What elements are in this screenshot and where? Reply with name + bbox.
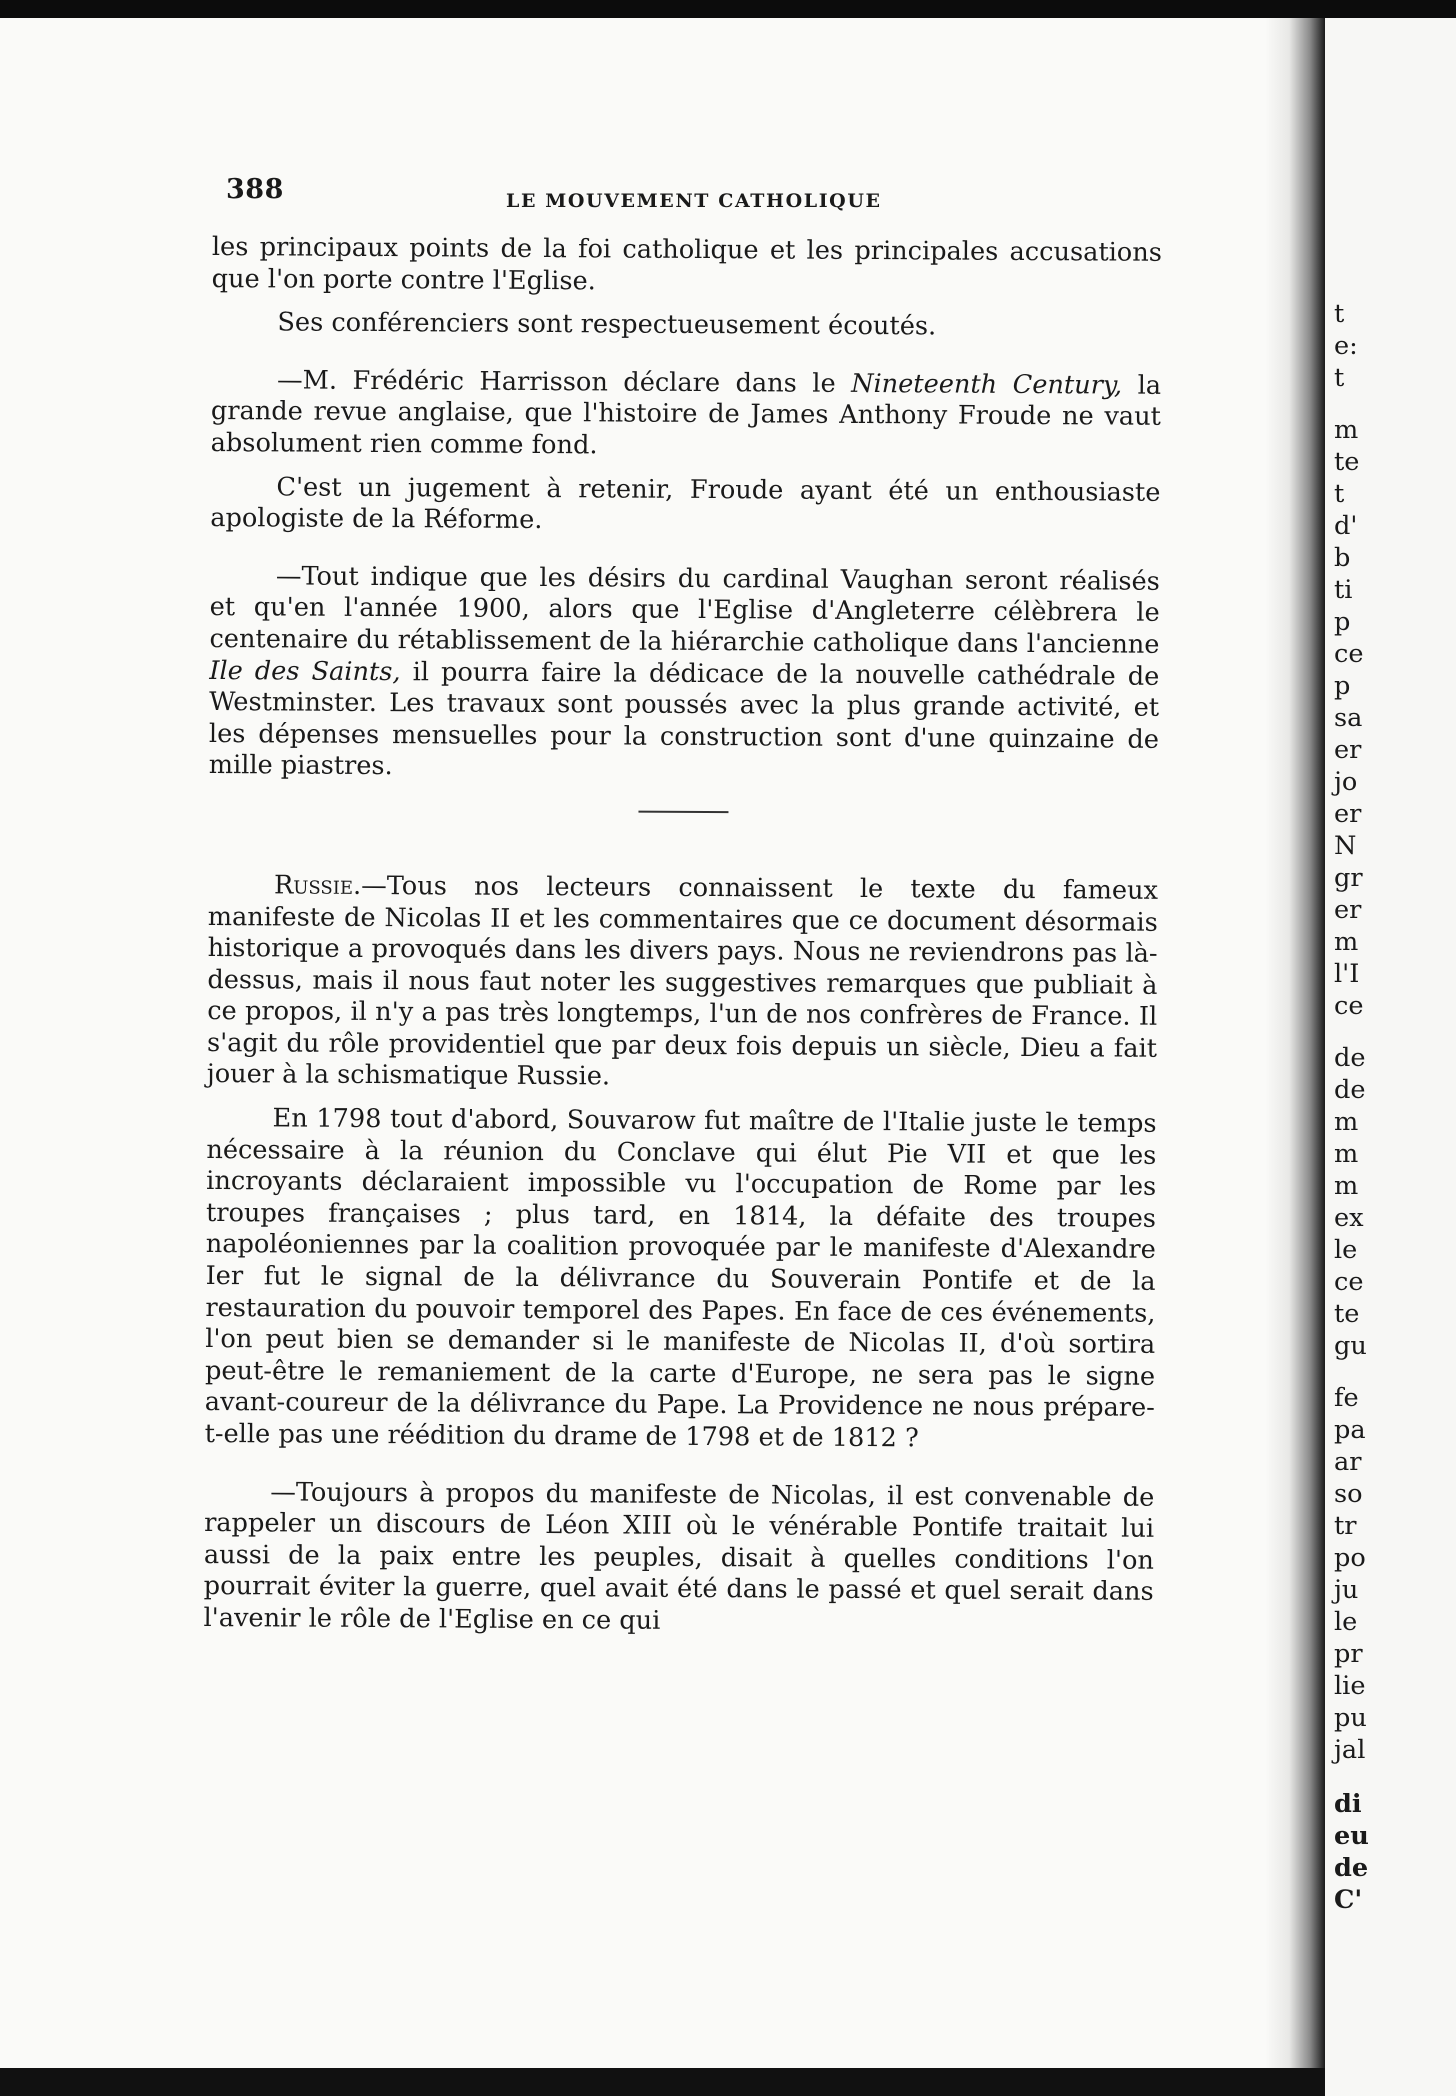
facing-page-text-fragment: de xyxy=(1334,1853,1369,1883)
page-number: 388 xyxy=(226,174,284,205)
facing-page-text-fragment: gu xyxy=(1334,1331,1367,1361)
facing-page-text-fragment: m xyxy=(1334,1171,1359,1201)
paragraph-text: Ses conférenciers sont respectueusement écoutés. xyxy=(277,307,937,342)
facing-page-text-fragment: eu xyxy=(1334,1821,1369,1851)
section-divider xyxy=(638,811,728,814)
facing-page-text-fragment: le xyxy=(1334,1607,1358,1637)
facing-page-text-fragment: N xyxy=(1334,831,1357,861)
facing-page-text-fragment: ce xyxy=(1334,639,1364,669)
facing-page-text-fragment: m xyxy=(1334,1107,1359,1137)
facing-page-text-fragment: ex xyxy=(1334,1203,1364,1233)
section-heading-russie: Russie. xyxy=(273,870,362,901)
facing-page-text-fragment: t xyxy=(1334,479,1345,509)
facing-page-text-fragment: ti xyxy=(1334,575,1353,605)
facing-page-text-fragment: l'I xyxy=(1334,959,1360,989)
facing-page-text-fragment: jo xyxy=(1334,767,1358,797)
paragraph-russie xyxy=(207,870,1158,1097)
paragraph-1798 xyxy=(205,1103,1157,1456)
facing-page-text-fragment: C' xyxy=(1334,1885,1363,1915)
scan-top-border xyxy=(0,0,1456,18)
paragraph-text: —M. Frédéric Harrisson déclare dans le xyxy=(277,365,852,399)
facing-page-text-fragment: sa xyxy=(1334,703,1363,733)
periodical-title: Nineteenth Century, xyxy=(851,368,1123,401)
facing-page-text-fragment: ce xyxy=(1334,991,1364,1021)
paragraph-text: C'est un jugement à retenir, Froude ayant été un enthousiaste apologiste de la Réforme. xyxy=(210,471,1161,536)
facing-page-text-fragment: e: xyxy=(1334,331,1358,361)
facing-page-text-fragment: lie xyxy=(1334,1671,1366,1701)
facing-page-text-fragment: ar xyxy=(1334,1447,1362,1477)
facing-page-text-fragment: po xyxy=(1334,1543,1366,1573)
book-gutter xyxy=(1265,18,1325,2096)
facing-page-text-fragment: m xyxy=(1334,927,1359,957)
facing-page-text-fragment: ce xyxy=(1334,1267,1364,1297)
facing-page-text-fragment: er xyxy=(1334,735,1362,765)
facing-page-text-fragment: jal xyxy=(1334,1735,1366,1765)
paragraph-text: En 1798 tout d'abord, Souvarow fut maître de l'Italie juste le temps nécessaire à la réunion du Conclave qui élut Pie VII et que les incroyants déclaraient impossible vu l'occupation de Rome par les troupes françaises ; plus tard, en 1814, la défaite des troupes napoléoniennes par la coalition provoquée par le manifeste d'Alexandre Ier fut le signal de la délivrance du Souverain Pontife et de la restauration du pouvoir temporel des Papes. En face de ces événements, l'on peut bien se demander si le manifeste de Nicolas II, d'où sortira peut-être le remaniement de la carte d'Europe, ne sera pas le signe avant-coureur de la délivrance du Pape. La Providence ne nous prépare-t-elle pas une réédition du drame de 1798 et de 1812 ? xyxy=(204,1103,1157,1454)
facing-page-text-fragment: pr xyxy=(1334,1639,1363,1669)
facing-page-text-fragment: b xyxy=(1334,543,1351,573)
paragraph-text: —Tout indique que les désirs du cardinal Vaughan seront réalisés et qu'en l'année 1900, alors que l'Eglise d'Angleterre célèbrera le centenaire du rétablissement de la hiérarchie catholique dans l'ancienne xyxy=(209,561,1160,660)
place-name-italic: Ile des Saints, xyxy=(209,655,401,687)
facing-page-text-fragment: er xyxy=(1334,895,1362,925)
facing-page-text-fragment: m xyxy=(1334,415,1359,445)
paragraph-harrisson xyxy=(211,365,1162,466)
facing-page-text-fragment: de xyxy=(1334,1043,1366,1073)
facing-page-text-fragment: di xyxy=(1334,1789,1362,1819)
facing-page-text-fragment: t xyxy=(1334,363,1345,393)
paragraph-text: —Tous nos lecteurs connaissent le texte du fameux manifeste de Nicolas II et les commentaires que ce document désormais historique a provoqués dans les divers pays. Nous ne reviendrons pas là-dessus, mais il nous faut noter les suggestives remarques que publiait à ce propos, il n'y a pas très longtemps, l'un de nos confrères de France. Il s'agit du rôle providentiel que par deux fois depuis un siècle, Dieu a fait jouer à la schismatique Russie. xyxy=(206,870,1159,1092)
facing-page-text-fragment: m xyxy=(1334,1139,1359,1169)
facing-page-text-fragment: so xyxy=(1334,1479,1363,1509)
scan-bottom-border xyxy=(0,2068,1325,2096)
facing-page-text-fragment: p xyxy=(1334,607,1351,637)
facing-page-text-fragment: p xyxy=(1334,671,1351,701)
facing-page-text-fragment: gr xyxy=(1334,863,1363,893)
facing-page-text-fragment: fe xyxy=(1334,1383,1359,1413)
facing-page-text-fragment: ju xyxy=(1334,1575,1359,1605)
paragraph-text: il pourra faire la dédicace de la nouvelle cathédrale de Westminster. Les travaux sont poussés avec la plus grande activité, et les dépenses mensuelles pour la construction sont d'une quinzaine de mille piastres. xyxy=(208,656,1160,782)
paragraph-vaughan xyxy=(209,561,1160,788)
facing-page-text-fragment: de xyxy=(1334,1075,1366,1105)
paragraph-leon-xiii xyxy=(203,1477,1154,1641)
paragraph-text: les principaux points de la foi catholique et les principales accusations que l'on porte contre l'Eglise. xyxy=(211,232,1162,296)
facing-page-text-fragment: te xyxy=(1334,1299,1360,1329)
facing-page-text-fragment: le xyxy=(1334,1235,1358,1265)
facing-page-text-fragment: t xyxy=(1334,299,1345,329)
paragraph-conferenciers xyxy=(211,307,1161,344)
running-title: LE MOUVEMENT CATHOLIQUE xyxy=(506,190,882,212)
facing-page-text-fragment: pu xyxy=(1334,1703,1367,1733)
page-body xyxy=(203,232,1162,1652)
paragraph-froude xyxy=(210,472,1160,541)
facing-page-text-fragment: te xyxy=(1334,447,1360,477)
facing-page-text-fragment: tr xyxy=(1334,1511,1357,1541)
paragraph-continuation xyxy=(212,232,1162,301)
facing-page-text-fragment: d' xyxy=(1334,511,1358,541)
paragraph-text: la grande revue anglaise, que l'histoire de James Anthony Froude ne vaut absolument rien comme fond. xyxy=(210,370,1162,461)
page-header xyxy=(226,166,1176,216)
paragraph-text: —Toujours à propos du manifeste de Nicolas, il est convenable de rappeler un discours de Léon XIII où le vénérable Pontife traitait lui aussi de la paix entre les peuples, disait à quelles conditions l'on pourrait éviter la guerre, quel avait été dans le passé et quel serait dans l'avenir le rôle de l'Eglise en ce qui xyxy=(203,1476,1155,1636)
facing-page-text-fragment: er xyxy=(1334,799,1362,829)
facing-page-text-fragment: pa xyxy=(1334,1415,1366,1445)
